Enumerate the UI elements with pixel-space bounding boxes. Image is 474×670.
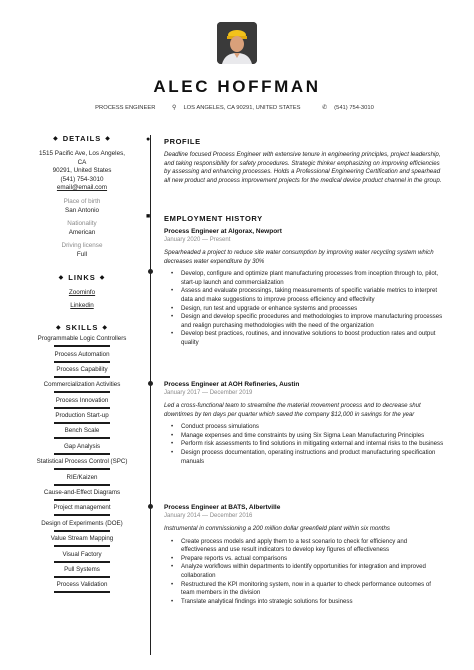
skill-level-bar [54,345,110,347]
skill-item [34,381,130,393]
bullet-item: • Perform risk assessments to find solutions in mitigating external and internal risks to the business [164,440,444,449]
header-contact-line [0,104,474,111]
job-entry [164,381,444,466]
profile-icon: ● [146,136,151,143]
skill-label: Cause-and-Effect Diagrams [43,489,121,497]
skills-list [34,335,130,593]
skill-label: Process Validation [56,581,108,589]
diamond-icon: ◆ [56,324,62,331]
skill-item [34,366,130,378]
job-entry [164,228,444,348]
skill-level-bar [54,530,110,532]
skill-item [34,489,130,501]
skill-label: Process Innovation [55,396,109,404]
job-title: PROCESS ENGINEER [95,105,156,111]
job-entry-title: Process Engineer at Algorax, Newport [164,228,282,235]
address-line-1: 1515 Pacific Ave, Los Angeles, CA [38,150,125,166]
email-link[interactable]: email@email.com [56,184,108,192]
bullet-item: • Restructured the KPI monitoring system, now in a quarter to check performance outcomes of team members in the division [164,581,444,598]
job-entry-date: January 2014 — December 2016 [164,513,253,519]
skill-label: Process Capability [56,365,108,373]
diamond-icon: ◆ [102,324,108,331]
avatar [217,22,257,64]
job-entry-summary: Spearheaded a project to reduce site water consumption by improving water recycling system which decreases water expenditure by 30% [164,249,434,265]
skill-level-bar [54,561,110,563]
bullet-item: • Conduct process simulations [164,423,444,432]
employment-heading: EMPLOYMENT HISTORY [164,214,263,223]
bullet-item: • Design and develop specific procedures and methodologies to improve manufacturing processes and realign purchasing methodologies with the need of the organization [164,313,444,330]
job-entry-bullets [164,270,444,347]
job-entry-bullets [164,538,444,607]
skill-item [34,535,130,547]
skill-label: RIE/Kaizen [66,473,98,481]
skill-item [34,520,130,532]
bullet-item: • Translate analytical findings into strategic solutions for business [164,598,444,607]
diamond-icon: ◆ [53,136,59,142]
bullet-item: • Analyze workflows within departments to identify opportunities for integration and improved collaboration [164,563,444,580]
skill-level-bar [54,391,110,393]
skill-level-bar [54,468,110,470]
skill-label: Project management [53,504,111,512]
skill-level-bar [54,437,110,439]
skill-label: Production Start-up [55,412,109,420]
job-entry-title: Process Engineer at BATS, Albertville [164,504,281,511]
skill-level-bar [54,422,110,424]
driving-license-value: Full [76,250,88,258]
place-of-birth-value: San Antonio [65,206,99,214]
job-entry-date: January 2017 — December 2019 [164,390,253,396]
skill-level-bar [54,376,110,378]
phone-icon: ✆ [322,105,328,111]
skills-heading: ◆ SKILLS ◆ [56,322,108,332]
bullet-item: • Prepare reports vs. actual comparisons [164,555,444,564]
diamond-icon: ◆ [105,136,111,142]
skill-item [34,443,130,455]
skill-item [34,458,130,470]
skill-item [34,351,130,363]
profile-text: Deadline focused Process Engineer with extensive tenure in engineering principles, project leadership, and taking responsibility for safety procedures. Strategic thinker emphasizing on improving efficiencies by assessing and enhancing processes. Holds a Professional Engineering Certification and spearhead all new product and process improvement projects for the medical device product channel in the group. [164,151,442,184]
skill-label: Value Stream Mapping [50,535,114,543]
skill-item [34,335,130,347]
skill-item [34,474,130,486]
skill-level-bar [54,484,110,486]
skill-item [34,581,130,593]
skill-label: Statistical Process Control (SPC) [36,458,128,466]
job-entry-date: January 2020 — Present [164,237,231,243]
skill-label: Programmable Logic Controllers [37,335,127,343]
job-entry-bullets [164,423,444,466]
skill-level-bar [54,591,110,593]
diamond-icon: ◆ [99,274,106,281]
job-entry-title: Process Engineer at AOH Refineries, Austin [164,381,300,388]
timeline-dot [148,381,153,386]
details-heading: ◆ DETAILS ◆ [53,134,111,143]
job-entry-summary: Instrumental in commissioning a 200 million dollar greenfield plant within six months [164,525,390,532]
place-of-birth-label: Place of birth [63,197,101,205]
bullet-item: • Develop best practices, routines, and innovative solutions to boost production rates and output quality [164,330,444,347]
links-heading: ◆ LINKS ◆ [58,272,106,282]
job-entry [164,504,444,606]
skill-label: Commercialization Activities [43,381,121,389]
bullet-item: • Create process models and apply them to a test scenario to check for efficiency and effectiveness and use result indicators to develop key figures of effectiveness [164,538,444,555]
timeline-dot [148,269,153,274]
bullet-item: • Design, run test and upgrade or enhance systems and processes [164,305,444,314]
left-column [34,134,130,593]
driving-license-label: Driving license [61,242,103,250]
location-pin-icon: ⚲ [172,105,177,111]
skill-label: Gap Analysis [63,442,101,450]
skill-level-bar [54,545,110,547]
link-zoominfo[interactable]: Zoominfo [68,288,96,296]
briefcase-icon: ■ [146,213,151,220]
candidate-name: ALEC HOFFMAN [153,77,321,96]
bullet-item: • Design process documentation, operating instructions and product manufacturing specification manuals [164,449,444,466]
location: ⚲ LOS ANGELES, CA 90291, UNITED STATES [172,105,301,111]
skill-item [34,551,130,563]
nationality-value: American [68,228,96,236]
bullet-item: • Assess and evaluate processings, taking measurements of specific variable metrics to interpret data and make suggestions to improve process efficiency and effectivity [164,287,444,304]
skill-label: Bench Scale [64,427,100,435]
skill-item [34,427,130,439]
skill-item [34,412,130,424]
skill-item [34,504,130,516]
diamond-icon: ◆ [58,274,65,281]
skill-level-bar [54,499,110,501]
profile-heading: PROFILE [164,137,201,146]
nationality-label: Nationality [67,220,97,228]
skill-level-bar [54,576,110,578]
phone: ✆ (541) 754-3010 [322,105,374,111]
bullet-item: • Develop, configure and optimize plant manufacturing processes from inception through to, pilot, start-up launch and commercialization [164,270,444,287]
job-entry-summary: Led a cross-functional team to streamline the material movement process and to decrease shut downtimes by ten days per quarter which saved the company $12,000 in savings for the year [164,402,421,418]
address-line-2: 90291, United States [52,167,112,175]
skill-level-bar [54,407,110,409]
skill-item [34,397,130,409]
profile-photo [217,22,257,64]
skill-label: Process Automation [54,350,110,358]
timeline-dot [148,504,153,509]
skill-label: Pull Systems [64,565,100,573]
skill-label: Design of Experiments (DOE) [41,519,123,527]
link-linkedin[interactable]: Linkedin [70,302,94,310]
skill-item [34,566,130,578]
skill-level-bar [54,453,110,455]
skill-level-bar [54,361,110,363]
details-phone: (541) 754-3010 [60,175,104,183]
skill-level-bar [54,514,110,516]
bullet-item: • Manage expenses and time constraints by using Six Sigma Lean Manufacturing Principles [164,432,444,441]
skill-label: Visual Factory [62,550,102,558]
